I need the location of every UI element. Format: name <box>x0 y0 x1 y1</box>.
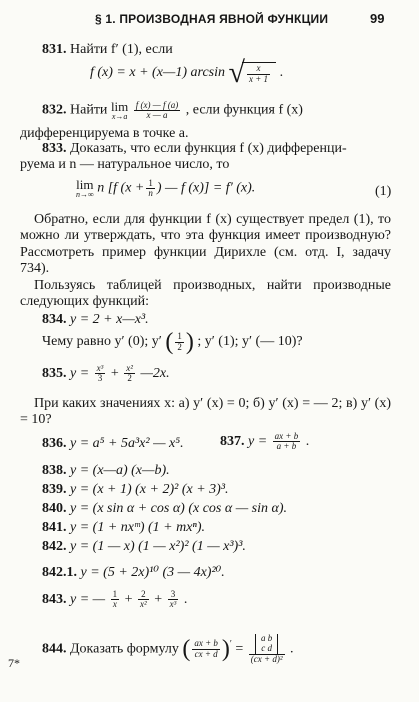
fraction-numerator: f (x) — f (a) <box>135 99 179 110</box>
formula-end: . <box>290 641 294 657</box>
formula-lhs: y = — <box>70 592 106 608</box>
formula: y = (x—a) (x—b). <box>70 463 170 478</box>
formula: y = (5 + 2x)¹⁰ (3 — 4x)²⁰. <box>80 565 225 580</box>
problem-text-cont: , если функция f (x) <box>185 102 303 118</box>
problem-number: 838. <box>42 463 67 478</box>
paragraph-text: Пользуясь таблицей производных, найти производные следующих функций: <box>20 278 391 310</box>
problem-number: 836. <box>42 436 67 451</box>
radicand-denominator: x + 1 <box>248 73 269 84</box>
fraction-denominator: n <box>148 188 153 198</box>
determinant-row: a b <box>261 633 273 643</box>
problem-841 <box>42 520 205 536</box>
problem-842 <box>42 539 246 555</box>
radicand-numerator: x <box>247 64 270 74</box>
signature-mark: 7* <box>8 656 20 670</box>
equals-sign: = <box>235 641 244 657</box>
fraction-denominator: (cx + d)² <box>250 653 283 664</box>
formula: y = 2 + x—x³. <box>70 312 149 327</box>
problem-833-line2: руема и n — натуральное число, то <box>20 157 230 172</box>
question-end: ; y′ (1); y′ (— 10)? <box>197 334 303 350</box>
formula: y = (1 + nxᵐ) (1 + mxⁿ). <box>70 520 205 535</box>
problem-number: 843. <box>42 592 67 608</box>
problem-text: Доказать, что если функция f (x) дифференци- <box>70 141 347 156</box>
formula-lhs: y = <box>70 366 90 382</box>
determinant <box>255 634 278 654</box>
problem-text: Найти f′ (1), если <box>70 42 173 57</box>
formula: y = a⁵ + 5a³x² — x⁵. <box>70 436 184 451</box>
lim-label: lim <box>76 177 94 192</box>
fraction-numerator: 3 <box>168 590 179 600</box>
formula-end: . <box>183 592 188 608</box>
fraction-denominator: x² <box>140 599 147 610</box>
problem-834 <box>42 312 149 328</box>
lim-subscript: x→a <box>111 112 128 121</box>
formula: y = (x sin α + cos α) (x cos α — sin α). <box>70 501 288 516</box>
fraction-numerator: 1 <box>112 589 118 599</box>
formula-end: . <box>279 65 284 81</box>
paragraph-converse <box>8 212 403 278</box>
problem-832 <box>42 100 303 121</box>
problem-834-question: Чему равно y′ (0); y′ ( $\frac{1}{2}$ ) ; y′ (1); y′ (— 10)? <box>42 329 303 355</box>
problem-839 <box>42 482 229 498</box>
fraction-denominator: a + b <box>276 441 297 452</box>
fraction-denominator: cx + d <box>194 648 218 659</box>
paragraph-text: Обратно, если для функции f (x) существует предел (1), то можно ли утверждать, что эта функция имеет производную? Рассмотреть пример функции Дирихле (см. отд. I, задачу 734). <box>20 212 391 277</box>
problem-text: Найти <box>70 102 108 118</box>
formula-tail: —2x. <box>140 366 170 382</box>
paragraph-instruction <box>8 278 403 311</box>
problem-844: 844. Доказать формулу ( $\frac{ax + b}{cx + d}$ )′ = a b c d (cx + d)² . <box>42 633 294 664</box>
problem-number: 834. <box>42 312 67 327</box>
problem-number: 842. <box>42 539 67 554</box>
problem-836 <box>42 436 184 452</box>
problem-842-1 <box>42 565 225 581</box>
problem-837 <box>220 432 309 452</box>
formula-left: f (x) = x + (x—1) arcsin <box>90 65 226 81</box>
problem-number: 832. <box>42 102 67 118</box>
fraction-numerator: ax + b <box>274 431 299 441</box>
fraction-denominator: x <box>112 599 117 610</box>
plus-sign: + <box>154 592 163 608</box>
lim-label: lim <box>110 99 129 114</box>
fraction-denominator: 2 <box>127 373 132 384</box>
formula-end: . <box>305 434 310 450</box>
page-number: 99 <box>370 11 385 26</box>
lim-subscript: n→∞ <box>76 190 94 199</box>
formula: y = (x + 1) (x + 2)² (x + 3)³. <box>70 482 229 497</box>
problem-833 <box>42 141 347 157</box>
running-header: § 1. ПРОИЗВОДНАЯ ЯВНОЙ ФУНКЦИИ <box>95 12 329 26</box>
problem-840 <box>42 501 287 517</box>
fraction-denominator: x³ <box>169 599 177 610</box>
fraction-denominator: x — a <box>146 110 168 120</box>
square-root: √ $\frac{x}{x + 1}$ <box>229 58 277 88</box>
plus-sign: + <box>110 366 119 382</box>
fraction-denominator: 2 <box>177 341 182 352</box>
problem-number: 844. <box>42 641 67 657</box>
limit <box>111 100 128 121</box>
fraction-numerator: x³ <box>96 363 104 373</box>
problem-835 <box>42 364 170 384</box>
determinant-row: c d <box>261 642 273 653</box>
problem-number: 840. <box>42 501 67 516</box>
formula-lhs: y = <box>248 434 268 450</box>
formula-left: n [f (x + <box>97 180 145 196</box>
fraction-numerator: x² <box>126 363 133 373</box>
formula-831 <box>90 58 283 88</box>
problem-838 <box>42 463 170 479</box>
problem-text: Доказать формулу <box>70 641 179 657</box>
fraction-numerator: 1 <box>148 177 153 188</box>
problem-number: 835. <box>42 366 67 382</box>
problem-831 <box>42 42 173 58</box>
formula-833 <box>76 178 255 199</box>
problem-832-line2: дифференцируема в точке a. <box>20 126 189 141</box>
fraction-numerator: ax + b <box>194 638 218 649</box>
problem-number: 839. <box>42 482 67 497</box>
fraction-denominator: 3 <box>97 373 103 384</box>
fraction-numerator: 2 <box>138 590 149 600</box>
problem-835-question <box>8 396 403 429</box>
prime-mark: ′ <box>229 638 232 649</box>
formula-right: ) — f (x)] = f′ (x). <box>156 180 256 196</box>
problem-number: 842.1. <box>42 565 77 580</box>
fraction-numerator: 1 <box>177 331 182 342</box>
problem-number: 833. <box>42 141 67 156</box>
formula: y = (1 — x) (1 — x²)² (1 — x³)³. <box>70 539 246 554</box>
problem-number: 841. <box>42 520 67 535</box>
equation-label: (1) <box>375 184 392 199</box>
question-text: При каких значениях x: а) y′ (x) = 0; б) y′ (x) = — 2; в) y′ (x) = 10? <box>20 396 391 428</box>
question-start: Чему равно y′ (0); y′ <box>42 334 162 350</box>
problem-843 <box>42 590 187 610</box>
problem-number: 831. <box>42 42 67 57</box>
plus-sign: + <box>124 592 133 608</box>
problem-number: 837. <box>220 434 245 450</box>
